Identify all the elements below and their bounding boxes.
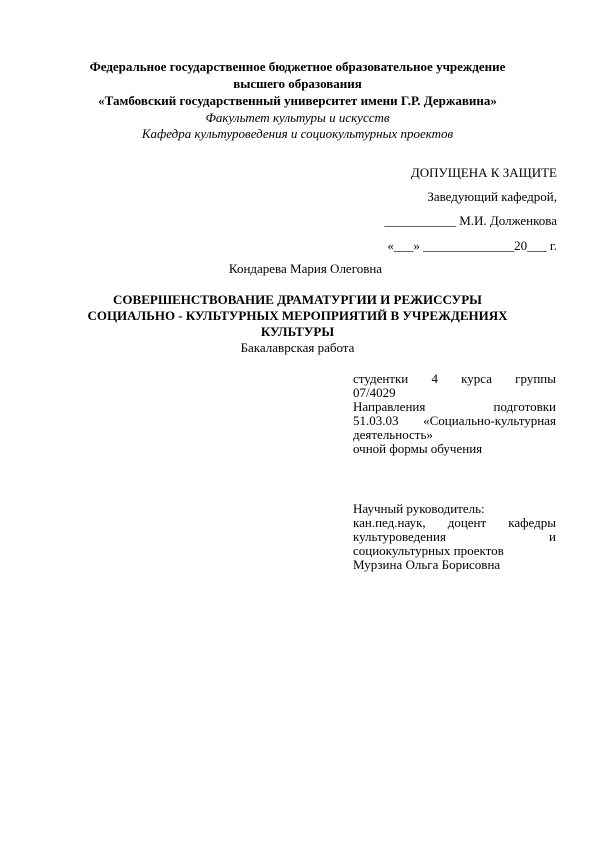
institution-line-2: высшего образования: [233, 76, 362, 91]
thesis-type: Бакалаврская работа: [240, 340, 355, 355]
thesis-title-line-1: СОВЕРШЕНСТВОВАНИЕ ДРАМАТУРГИИ И РЕЖИССУРЫ: [113, 292, 482, 307]
supervisor-department-2: социокультурных проектов: [353, 543, 504, 558]
approval-signature: ___________ М.И. Долженкова: [384, 213, 557, 228]
faculty-name: Факультет культуры и искусств: [205, 110, 390, 125]
thesis-title-line-2: СОЦИАЛЬНО - КУЛЬТУРНЫХ МЕРОПРИЯТИЙ В УЧРЕЖДЕНИЯХ: [87, 308, 508, 323]
supervisor-department-1: культуроведения и: [353, 529, 556, 544]
supervisor-info: [353, 502, 556, 572]
supervisor-label: Научный руководитель:: [353, 501, 485, 516]
student-direction-name: деятельность»: [353, 427, 433, 442]
student-course: студентки 4 курса группы: [353, 371, 556, 386]
approval-title: ДОПУЩЕНА К ЗАЩИТЕ: [410, 165, 557, 180]
thesis-title-line-3: КУЛЬТУРЫ: [260, 324, 335, 339]
author-name: Кондарева Мария Олеговна: [228, 261, 383, 276]
supervisor-degree: кан.пед.наук, доцент кафедры: [353, 515, 556, 530]
approval-date: «___» ______________20___ г.: [387, 238, 557, 253]
student-direction-code: 51.03.03 «Социально-культурная: [353, 413, 556, 428]
institution-line-1: Федеральное государственное бюджетное образовательное учреждение: [89, 59, 506, 74]
student-direction-label: Направления подготовки: [353, 399, 556, 414]
student-group: 07/4029: [353, 385, 396, 400]
student-study-form: очной формы обучения: [353, 441, 483, 456]
approval-position: Заведующий кафедрой,: [427, 189, 557, 204]
supervisor-name: Мурзина Ольга Борисовна: [353, 557, 501, 572]
department-name: Кафедра культуроведения и социокультурных проектов: [141, 126, 454, 141]
institution-line-3: «Тамбовский государственный университет имени Г.Р. Державина»: [98, 93, 497, 108]
student-info: [353, 372, 556, 456]
